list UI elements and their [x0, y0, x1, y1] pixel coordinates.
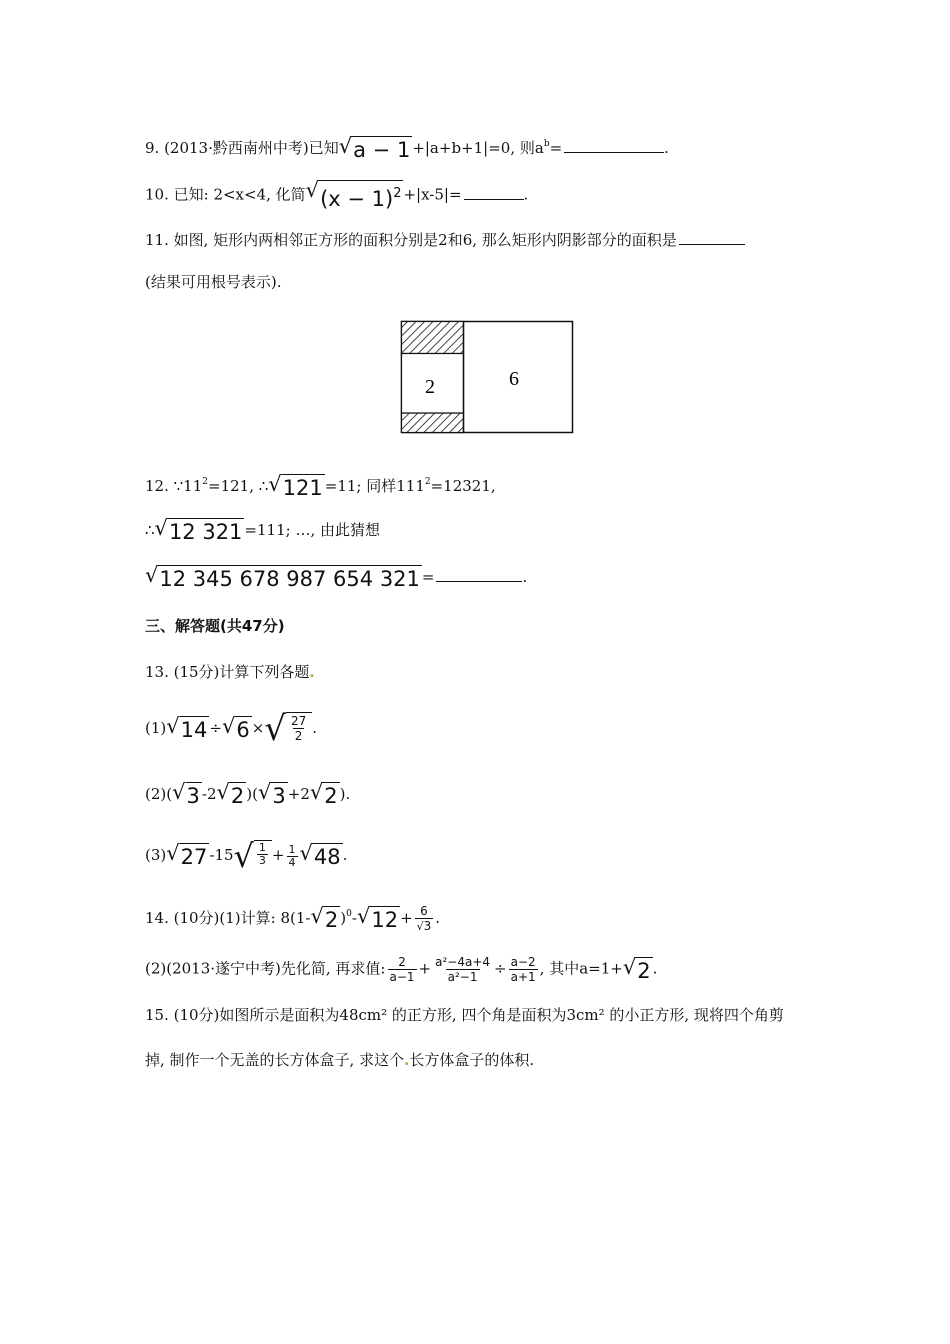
question-10: [145, 180, 528, 211]
q9-radicand: a − 1: [353, 138, 411, 162]
q13-p2-close1: ): [246, 785, 253, 803]
q14-p1-op: -: [351, 909, 357, 927]
radical-sign-icon: √: [172, 780, 186, 804]
q9-prefix: 9. (2013·黔西南州中考)已知: [145, 139, 339, 157]
q13-p3-r1: 27: [180, 845, 208, 869]
q9-exp: b: [543, 139, 550, 149]
q14-p2-f2-den: a²−1: [447, 970, 478, 984]
q13-p3-den2: 4: [288, 855, 296, 869]
q10-sqrt: [306, 180, 404, 211]
q12-l1-mid2: =11; 同样111: [324, 477, 425, 495]
q13-title: 13. (15分)计算下列各题: [145, 663, 310, 681]
q14-p1-sqrt2: [357, 906, 400, 932]
q13-p3-num1: 1: [258, 841, 266, 854]
q14-p1-prefix: 14. (10分)(1)计算: 8(1-: [145, 909, 311, 927]
q14-p1-frac: [415, 904, 434, 934]
q13-part1: [145, 709, 318, 749]
q14-p2-end: .: [652, 959, 658, 978]
q12-l1-exp1: 2: [202, 477, 208, 487]
radical-sign-icon: √: [356, 904, 371, 928]
q13-p3-label: (3): [145, 846, 167, 864]
q10-middle: +|x-5|=: [403, 185, 462, 204]
q9-suffix: .: [664, 139, 669, 157]
q13-p1-op1: ÷: [209, 719, 222, 737]
q9-eq: =: [549, 139, 563, 157]
q14-p1-r2: 12: [371, 908, 399, 932]
q14-p1-end: .: [435, 909, 441, 927]
question-11-line2: [145, 270, 281, 294]
q14-p1-op2: +: [400, 909, 413, 927]
q13-p2-r2: 2: [230, 784, 245, 808]
q13-p2-label: (2): [145, 785, 167, 803]
q9-middle: +|a+b+1|=0, 则a: [412, 139, 544, 157]
q12-l1-mid: =121, ∴: [208, 477, 269, 495]
radical-sign-icon: √: [299, 841, 313, 865]
q13-p3-end: .: [342, 846, 348, 864]
q13-p3-sqrt3: [300, 843, 343, 869]
radical-sign-icon: √: [216, 780, 230, 804]
q13-p2-r1: 3: [186, 784, 200, 808]
q13-p1-den: 2: [294, 729, 303, 743]
radical-sign-icon: √: [622, 954, 637, 979]
q14-p1-den-rad: 3: [423, 919, 432, 933]
q14-p2-frac1: [388, 955, 417, 984]
q13-p1-sqrt3: [264, 709, 312, 749]
q13-p2-end: .: [345, 785, 351, 803]
q13-p2-open1: (: [166, 785, 173, 803]
question-13-title: [145, 660, 315, 684]
q13-p1-label: (1): [145, 719, 167, 737]
q13-p3-r2: 48: [313, 845, 341, 869]
q14-p1-exp: 0: [346, 909, 352, 919]
question-15-line1: [145, 1003, 784, 1027]
small-square-label: 2: [425, 376, 435, 398]
radical-sign-icon: √: [310, 904, 324, 928]
question-11-line1: [145, 228, 745, 252]
q14-part1: [145, 902, 440, 934]
q12-sqrt-121: [268, 474, 324, 500]
q10-radicand: [319, 180, 403, 211]
q11-note: (结果可用根号表示).: [145, 273, 282, 291]
q12-l1-prefix: 12. ∵11: [145, 477, 203, 495]
q13-p2-op2: +2: [287, 785, 310, 803]
q13-p3-num2: 1: [288, 842, 296, 856]
q14-p2-op2: ÷: [494, 959, 507, 978]
q14-p1-sqrt1: [311, 906, 341, 932]
q13-p1-sqrt1: [166, 716, 209, 742]
q13-part3: [145, 837, 348, 875]
q12-l3-suffix: .: [522, 568, 528, 586]
radical-sign-icon: √: [305, 178, 320, 202]
question-15-line2: [145, 1048, 534, 1072]
radical-sign-icon: √: [221, 714, 236, 738]
q9-answer-blank[interactable]: [564, 136, 664, 153]
q12-sqrt-12321: [155, 518, 245, 544]
q13-p2-op1: -2: [201, 785, 217, 803]
q13-p2-r4: 2: [324, 784, 338, 808]
q13-p1-r2: 6: [236, 718, 250, 742]
q13-p3-op1: -15: [209, 846, 234, 864]
shaded-region-bottom: [402, 413, 464, 433]
q12-l3-eq: =: [421, 568, 435, 586]
q13-p1-op2: ×: [251, 719, 265, 737]
radical-sign-icon: √: [233, 837, 254, 875]
q12-l2-radicand: 12 321: [168, 520, 243, 544]
q10-radicand-base: (x − 1): [320, 187, 394, 211]
q14-p2-frac3: [509, 955, 538, 984]
q13-p1-sqrt2: [222, 716, 252, 742]
radical-sign-icon: √: [154, 516, 168, 540]
q13-p3-frac1: [257, 842, 268, 867]
q14-part2: [145, 955, 657, 984]
q13-p2-sqrt4: [310, 782, 340, 808]
q13-p3-den1: 3: [258, 854, 266, 867]
q13-p3-sqrt1: [166, 843, 209, 869]
q13-part2: [145, 782, 350, 808]
q14-p1-den: [415, 918, 434, 934]
q11-answer-blank[interactable]: [679, 228, 745, 245]
q11-text: 11. 如图, 矩形内两相邻正方形的面积分别是2和6, 那么矩形内阴影部分的面积是: [145, 231, 677, 249]
q14-p1-close: ): [340, 909, 347, 927]
radical-sign-icon: √: [268, 472, 282, 496]
radical-sign-icon: √: [264, 709, 286, 749]
radical-sign-icon: √: [166, 841, 180, 865]
q12-l1-exp2: 2: [424, 477, 431, 487]
q13-p2-r3: 3: [272, 784, 286, 808]
radical-sign-icon: √: [338, 134, 353, 158]
q13-p2-sqrt1: [172, 782, 202, 808]
q13-p2-sqrt3: [258, 782, 288, 808]
question-12-line2: [145, 518, 380, 544]
radical-sign-icon: √: [309, 780, 324, 804]
q12-l2-prefix: ∴: [145, 521, 155, 539]
shaded-region-top: [402, 322, 464, 354]
q14-p2-f2-num: a²−4a+4: [435, 955, 491, 969]
q15-line2b: 长方体盒子的体积.: [409, 1051, 535, 1069]
q12-sqrt-long: [145, 565, 422, 591]
q14-p1-num: 6: [420, 904, 428, 918]
q13-p3-frac2: [287, 844, 298, 869]
q13-p2-close2: ): [339, 785, 346, 803]
q13-p3-sqrt2: [233, 837, 272, 875]
q15-line1: 15. (10分)如图所示是面积为48cm² 的正方形, 四个角是面积为3cm² 的小正方形, 现将四个角剪: [145, 1006, 784, 1024]
q13-p1-num: 27: [290, 714, 307, 728]
question-9: [145, 132, 669, 162]
q14-p1-r1: 2: [324, 908, 339, 932]
q13-p1-r1: 14: [180, 718, 208, 742]
q14-p2-mid: , 其中a=1+: [539, 959, 623, 978]
radical-sign-icon: √: [166, 714, 180, 738]
q14-p2-f3-den: a+1: [510, 970, 536, 984]
q13-p2-sqrt2: [217, 782, 247, 808]
q12-answer-blank[interactable]: [436, 565, 522, 582]
large-square-label: 6: [509, 368, 519, 390]
q14-p2-f1-num: 2: [398, 955, 406, 969]
q14-p2-r: 2: [637, 958, 651, 983]
q10-exp: 2: [393, 186, 402, 201]
q10-answer-blank[interactable]: [464, 183, 524, 200]
q9-sqrt: [339, 136, 413, 162]
q12-l3-radicand: 12 345 678 987 654 321: [159, 567, 420, 591]
q13-p3-op2: +: [271, 846, 285, 864]
q12-l1-radicand: 121: [282, 476, 323, 500]
q15-mark: .: [404, 1051, 410, 1069]
q14-p2-prefix: (2)(2013·遂宁中考)先化简, 再求值:: [145, 959, 386, 978]
q12-l1-suffix: =12321,: [430, 477, 496, 495]
radical-sign-icon: √: [145, 563, 159, 587]
question-12-line3: [145, 565, 527, 591]
q14-p2-f1-den: a−1: [389, 970, 415, 984]
q13-p2-open2: (: [252, 785, 258, 803]
q14-p2-frac2: [433, 955, 492, 984]
radical-sign-icon: √: [416, 920, 424, 933]
q13-title-end: .: [309, 663, 315, 681]
q13-p1-end: .: [312, 719, 318, 737]
q13-p1-frac: [289, 714, 308, 743]
q10-suffix: .: [523, 185, 529, 204]
q14-p2-f3-num: a−2: [510, 955, 536, 969]
section-3-heading: 三、解答题(共47分): [145, 617, 285, 635]
rectangle-squares-figure: [400, 320, 576, 436]
q10-prefix: 10. 已知: 2<x<4, 化简: [145, 185, 306, 204]
q14-p2-sqrt: [622, 954, 653, 983]
q14-p2-op1: +: [418, 959, 432, 978]
question-12-line1: [145, 470, 496, 500]
q12-l2-suffix: =111; …, 由此猜想: [244, 521, 380, 539]
q15-line2a: 掉, 制作一个无盖的长方体盒子, 求这个: [145, 1051, 405, 1069]
radical-sign-icon: √: [257, 780, 272, 804]
